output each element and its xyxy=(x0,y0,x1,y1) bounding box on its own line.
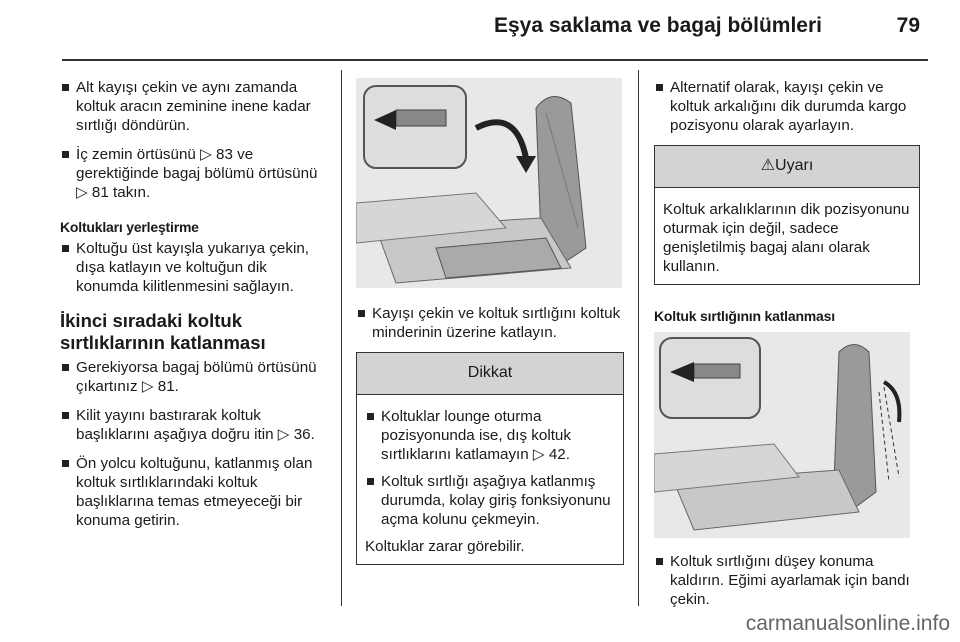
column-middle xyxy=(356,78,624,565)
column-right xyxy=(654,78,920,619)
caution-box-title: Dikkat xyxy=(357,353,623,395)
warning-triangle-icon: ⚠ xyxy=(760,157,776,174)
warning-box-title: ⚠Uyarı xyxy=(655,146,919,188)
reference-arrow-icon: ▷ xyxy=(277,426,290,443)
warning-box xyxy=(654,145,920,285)
list-item: Ön yolcu koltuğunu, katlanmış olan koltuk sırtlıklarındaki koltuk başlıklarına temas etmeyeceği bir konuma getirin. xyxy=(60,454,330,530)
seat-upright-drawing xyxy=(654,332,910,538)
caution-note: Koltuklar zarar görebilir. xyxy=(365,538,525,555)
reference-arrow-icon: ▷ xyxy=(532,446,545,463)
list-item: Gerekiyorsa bagaj bölümü örtüsünü çıkartınız ▷ 81. xyxy=(60,358,330,396)
list-item: Koltuklar lounge oturma pozisyonunda ise, dış koltuk sırtlıklarını katlamayın ▷ 42. xyxy=(365,407,615,464)
page-reference-link[interactable]: 83 xyxy=(216,146,233,163)
list-item: Alt kayışı çekin ve aynı zamanda koltuk aracın zeminine inene kadar sırtlığı döndürün. xyxy=(60,78,330,135)
list-item: Koltuk sırtlığı aşağıya katlanmış durumda, kolay giriş fonksiyonunu açma kolunu çekmeyin. xyxy=(365,472,615,529)
seat-fold-illustration xyxy=(356,78,622,288)
column-divider xyxy=(341,70,342,606)
column-left xyxy=(60,78,330,540)
page-reference-link[interactable]: 36. xyxy=(293,426,315,443)
subheading: Koltuk sırtlığının katlanması xyxy=(654,308,835,324)
reference-arrow-icon: ▷ xyxy=(76,184,88,201)
list-item: Kayışı çekin ve koltuk sırtlığını koltuk minderinin üzerine katlayın. xyxy=(356,304,624,342)
seat-upright-illustration xyxy=(654,332,910,538)
section-title: İkinci sıradaki koltuk sırtlıklarının katlanması xyxy=(60,310,266,353)
reference-arrow-icon: ▷ xyxy=(141,378,154,395)
reference-arrow-icon: ▷ xyxy=(200,146,212,163)
list-item: İç zemin örtüsünü ▷ 83 ve gerektiğinde bagaj bölümü örtüsünü ▷ 81 takın. xyxy=(60,145,330,202)
warning-text: Koltuk arkalıklarının dik pozisyonunu oturmak için değil, sadece genişletilmiş bagaj alanı olarak kullanın. xyxy=(663,201,910,275)
list-item: Kilit yayını bastırarak koltuk başlıklarını aşağıya doğru itin ▷ 36. xyxy=(60,406,330,444)
subheading: Koltukları yerleştirme xyxy=(60,219,199,235)
page-number: 79 xyxy=(896,14,920,37)
list-item: Koltuk sırtlığını düşey konuma kaldırın. Eğimi ayarlamak için bandı çekin. xyxy=(654,552,920,609)
caution-box xyxy=(356,352,624,565)
header-rule xyxy=(62,59,928,61)
list-item: Koltuğu üst kayışla yukarıya çekin, dışa katlayın ve koltuğun dik konumda kilitlenmesini sağlayın. xyxy=(60,239,330,296)
page-reference-link[interactable]: 81 xyxy=(91,184,109,201)
page-reference-link[interactable]: 42. xyxy=(548,446,570,463)
page-reference-link[interactable]: 81. xyxy=(157,378,179,395)
page-header xyxy=(0,0,960,62)
watermark: carmanualsonline.info xyxy=(745,612,950,635)
list-item: Alternatif olarak, kayışı çekin ve koltuk arkalığını dik durumda kargo pozisyonu olarak ayarlayın. xyxy=(654,78,920,135)
page-title: Eşya saklama ve bagaj bölümleri xyxy=(493,14,822,37)
column-divider xyxy=(638,70,639,606)
seat-fold-drawing xyxy=(356,78,622,288)
